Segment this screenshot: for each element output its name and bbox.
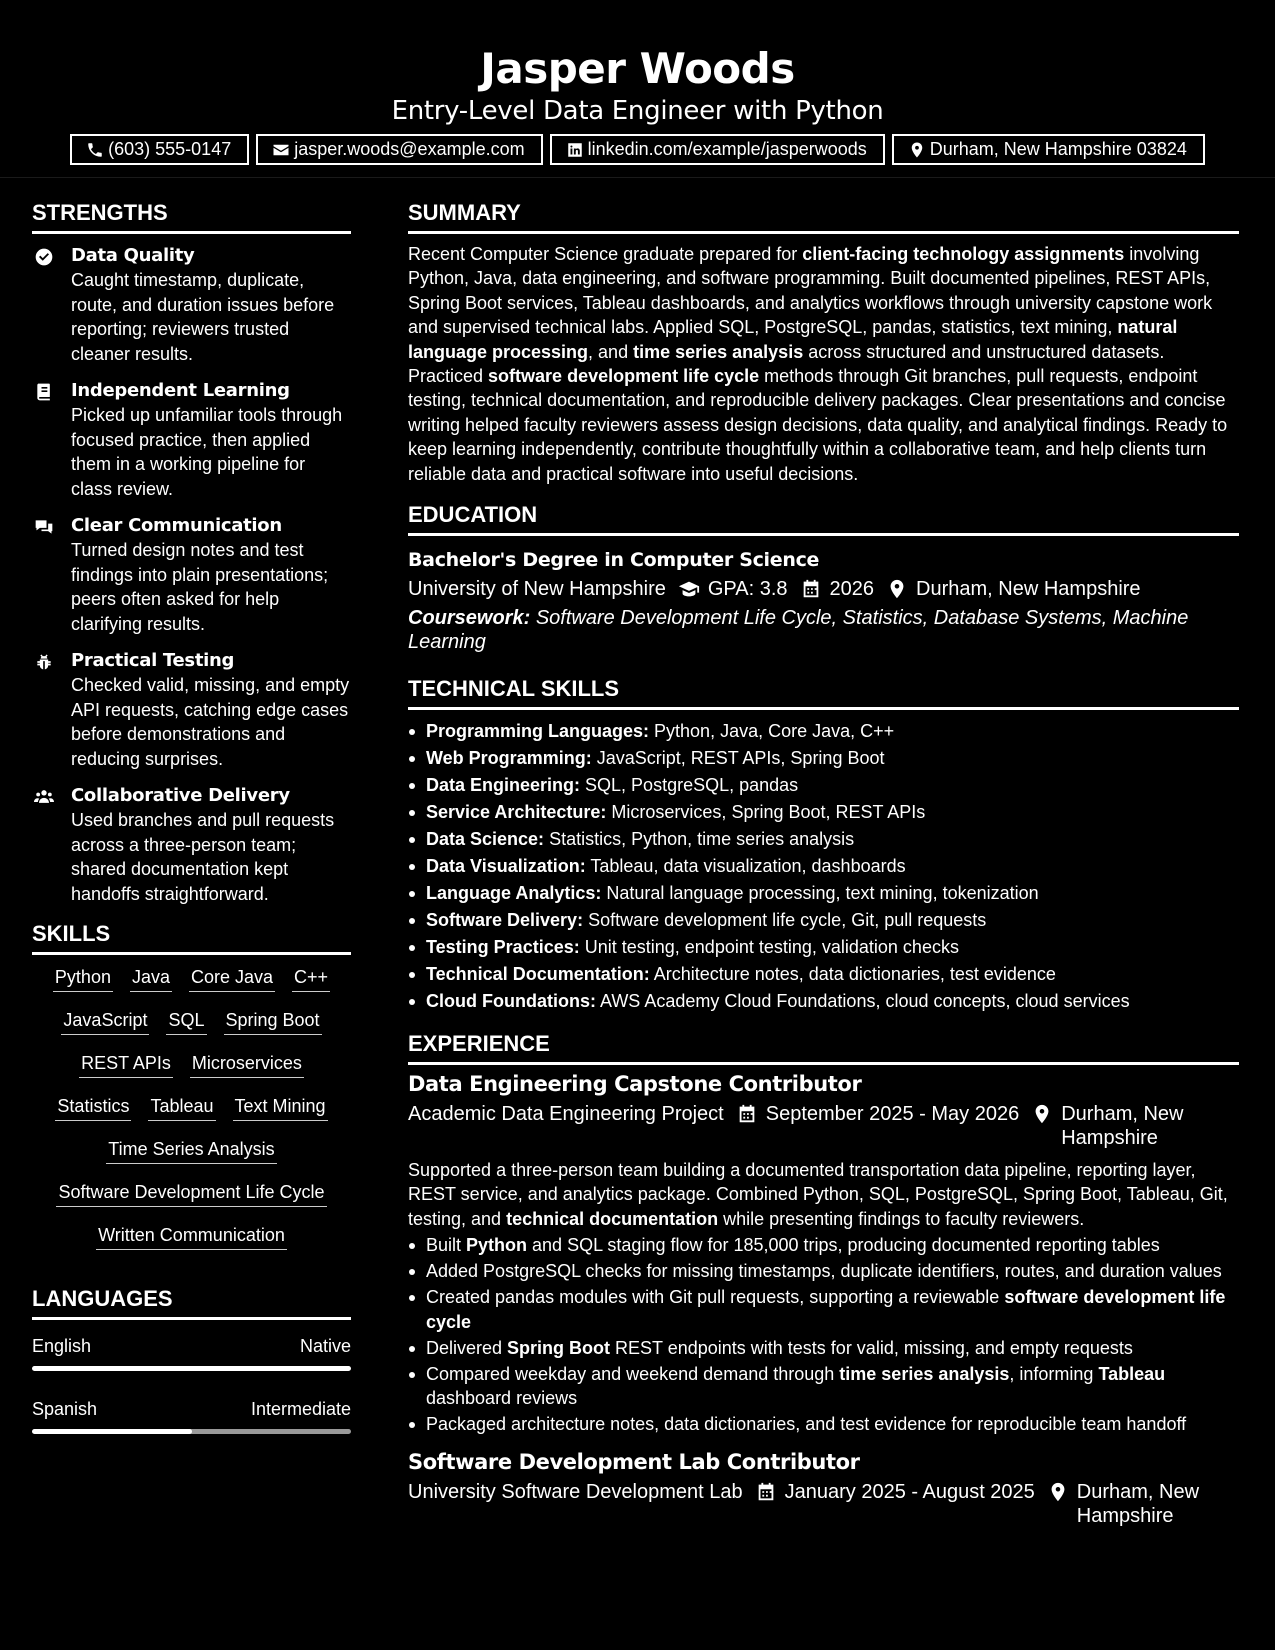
technical-skill-item <box>408 799 1239 826</box>
emphasis-text: technical documentation <box>506 1208 719 1229</box>
job-organization: University Software Development Lab <box>408 1480 743 1503</box>
degree-title: Bachelor's Degree in Computer Science <box>408 549 820 572</box>
coursework-list: Software Development Life Cycle, Statistics, Database Systems, Machine Learning <box>408 607 1189 654</box>
job-bullet <box>408 1285 1239 1334</box>
languages-list <box>32 1334 351 1434</box>
text-run: Delivered <box>426 1337 508 1358</box>
strength-item <box>32 244 351 366</box>
skill-tag-row <box>32 1094 351 1121</box>
proficiency-bar <box>32 1429 351 1434</box>
strength-description: Used branches and pull requests across a three-person team; shared documentation kept handoffs straightforward. <box>71 810 335 904</box>
skill-tag: Microservices <box>190 1051 304 1078</box>
job-bullet <box>408 1336 1239 1361</box>
school-location: Durham, New Hampshire <box>916 578 1141 601</box>
contact-phone-text: (603) 555-0147 <box>108 139 232 159</box>
skill-tag: Spring Boot <box>224 1008 322 1035</box>
graduation-cap-icon <box>678 578 700 600</box>
skill-tag: SQL <box>166 1008 206 1035</box>
technical-skill-item <box>408 745 1239 772</box>
skill-tag: REST APIs <box>79 1051 173 1078</box>
language-level: Intermediate <box>250 1399 351 1419</box>
job-meta <box>408 1099 1239 1150</box>
check-circle-icon <box>33 247 55 267</box>
map-pin-icon <box>908 141 926 159</box>
emphasis-text: software development life cycle <box>426 1287 1226 1332</box>
technical-skills-heading: TECHNICAL SKILLS <box>408 674 1239 710</box>
resume-header <box>0 0 1275 178</box>
strength-item <box>32 379 351 501</box>
strength-item <box>32 514 351 636</box>
text-run: Built <box>426 1235 467 1256</box>
emphasis-text: Tableau <box>1098 1363 1166 1384</box>
strengths-heading: STRENGTHS <box>32 198 351 234</box>
skill-category: Cloud Foundations: <box>426 991 596 1012</box>
summary-text <box>408 242 1239 486</box>
job-bullet <box>408 1259 1239 1284</box>
strength-title: Practical Testing <box>71 650 235 671</box>
technical-skill-item <box>408 934 1239 961</box>
contact-location <box>892 134 1205 165</box>
text-run: across structured and unstructured datasets. Practiced <box>408 341 1165 387</box>
skill-values: Microservices, Spring Boot, REST APIs <box>606 802 926 823</box>
candidate-name: Jasper Woods <box>480 44 795 93</box>
language-item <box>32 1397 351 1434</box>
language-row <box>32 1397 351 1421</box>
job-organization: Academic Data Engineering Project <box>408 1103 724 1126</box>
text-run: dashboard reviews <box>426 1388 578 1409</box>
calendar-icon <box>736 1103 758 1125</box>
skill-tag-row <box>32 1223 351 1250</box>
text-run: while presenting findings to faculty reviewers. <box>718 1208 1085 1229</box>
emphasis-text: Spring Boot <box>507 1337 611 1358</box>
skill-tag: Tableau <box>148 1094 215 1121</box>
technical-skill-item <box>408 907 1239 934</box>
skill-tag: Java <box>130 965 172 992</box>
coursework-label: Coursework: <box>408 607 531 630</box>
phone-icon <box>86 141 104 159</box>
strengths-list <box>32 244 351 906</box>
technical-skills-list <box>408 718 1239 1015</box>
skill-tag-row <box>32 965 351 992</box>
strength-title: Independent Learning <box>71 380 290 401</box>
skill-tag: Core Java <box>189 965 275 992</box>
book-icon <box>33 382 55 402</box>
coursework <box>408 606 1239 654</box>
technical-skill-item <box>408 772 1239 799</box>
language-name: English <box>32 1336 92 1356</box>
technical-skill-item <box>408 988 1239 1015</box>
graduation-year: 2026 <box>829 578 875 601</box>
job-title: Data Engineering Capstone Contributor <box>408 1072 862 1097</box>
text-run: Added PostgreSQL checks for missing timestamps, duplicate identifiers, routes, and duration values <box>426 1261 1222 1282</box>
technical-skill-item <box>408 961 1239 988</box>
strength-item <box>32 784 351 906</box>
skill-tag: C++ <box>292 965 330 992</box>
text-run: Compared weekday and weekend demand through <box>426 1363 840 1384</box>
skill-category: Testing Practices: <box>426 937 580 958</box>
languages-heading: LANGUAGES <box>32 1284 351 1320</box>
skill-tag-row <box>32 1137 351 1164</box>
skill-tag: Software Development Life Cycle <box>56 1180 326 1207</box>
text-run: involving Python, Java, data engineering, and software programming. Built documented pipelines, REST APIs, Spring Boot services, Tableau dashboards, and analytics workflows through university capstone work and supervised technical labs. Applied SQL, PostgreSQL, pandas, statistics, text mining, <box>408 244 1213 338</box>
skill-category: Language Analytics: <box>426 883 602 904</box>
strength-description: Checked valid, missing, and empty API requests, catching edge cases before demonstrations and reducing surprises. <box>71 675 350 769</box>
contact-email-text: jasper.woods@example.com <box>294 139 525 159</box>
skill-values: Python, Java, Core Java, C++ <box>649 721 895 742</box>
contact-bar <box>0 134 1275 165</box>
right-column <box>408 198 1239 1528</box>
language-name: Spanish <box>32 1399 98 1419</box>
education-meta <box>408 574 1239 604</box>
skill-values: Architecture notes, data dictionaries, test evidence <box>649 964 1056 985</box>
skill-category: Data Science: <box>426 829 545 850</box>
linkedin-icon <box>566 141 584 159</box>
technical-skill-item <box>408 826 1239 853</box>
calendar-icon <box>755 1481 777 1503</box>
job-bullets <box>408 1233 1239 1437</box>
skill-values: Software development life cycle, Git, pull requests <box>583 910 987 931</box>
skill-tag: Python <box>53 965 113 992</box>
skill-tag: Time Series Analysis <box>106 1137 276 1164</box>
skill-tag-row <box>32 1008 351 1035</box>
calendar-icon <box>800 578 822 600</box>
contact-location-text: Durham, New Hampshire 03824 <box>929 139 1187 159</box>
skill-category: Technical Documentation: <box>426 964 650 985</box>
experience-heading: EXPERIENCE <box>408 1029 1239 1065</box>
job-dates: January 2025 - August 2025 <box>784 1480 1035 1503</box>
text-run: , informing <box>1009 1363 1099 1384</box>
emphasis-text: natural language processing <box>408 317 1178 362</box>
emphasis-text: time series analysis <box>633 341 804 362</box>
contact-phone[interactable] <box>70 134 249 165</box>
emphasis-text: software development life cycle <box>488 366 760 387</box>
skill-tag: Statistics <box>55 1094 131 1121</box>
job-title: Software Development Lab Contributor <box>408 1449 860 1474</box>
experience-entry <box>408 1447 1239 1528</box>
summary-heading: SUMMARY <box>408 198 1239 234</box>
skill-values: Tableau, data visualization, dashboards <box>585 856 906 877</box>
strength-title: Clear Communication <box>71 515 282 536</box>
skill-tag-row <box>32 1051 351 1078</box>
proficiency-fill <box>32 1366 351 1371</box>
skill-category: Data Engineering: <box>426 775 581 796</box>
candidate-title: Entry-Level Data Engineer with Python <box>391 96 884 126</box>
map-pin-icon <box>1031 1103 1053 1125</box>
technical-skill-item <box>408 880 1239 907</box>
technical-skill-item <box>408 718 1239 745</box>
map-pin-icon <box>1047 1481 1069 1503</box>
strength-item <box>32 649 351 771</box>
skill-values: AWS Academy Cloud Foundations, cloud concepts, cloud services <box>595 991 1130 1012</box>
school-name: University of New Hampshire <box>408 578 666 601</box>
job-dates: September 2025 - May 2026 <box>765 1103 1020 1126</box>
gpa: GPA: 3.8 <box>707 578 788 601</box>
map-pin-icon <box>886 578 908 600</box>
skill-tag: Written Communication <box>96 1223 287 1250</box>
skill-values: SQL, PostgreSQL, pandas <box>580 775 799 796</box>
strength-title: Collaborative Delivery <box>71 785 290 806</box>
users-icon <box>33 787 55 807</box>
contact-linkedin-text: linkedin.com/example/jasperwoods <box>587 139 867 159</box>
skill-values: Unit testing, endpoint testing, validation checks <box>579 937 959 958</box>
skill-category: Service Architecture: <box>426 802 607 823</box>
skill-tag-row <box>32 1180 351 1207</box>
language-row <box>32 1334 351 1358</box>
technical-skill-item <box>408 853 1239 880</box>
skill-values: Statistics, Python, time series analysis <box>544 829 855 850</box>
job-bullet <box>408 1362 1239 1411</box>
proficiency-fill <box>32 1429 192 1434</box>
text-run: Packaged architecture notes, data dictionaries, and test evidence for reproducible team handoff <box>426 1414 1187 1435</box>
skill-values: JavaScript, REST APIs, Spring Boot <box>591 748 885 769</box>
skill-category: Web Programming: <box>426 748 592 769</box>
job-meta <box>408 1477 1239 1528</box>
job-bullet <box>408 1233 1239 1258</box>
bug-icon <box>33 652 55 672</box>
contact-linkedin[interactable] <box>550 134 885 165</box>
strength-title: Data Quality <box>71 245 195 266</box>
emphasis-text: Python <box>466 1235 528 1256</box>
text-run: Supported a three-person team building a documented transportation data pipeline, reporting layer, REST service, and analytics package. Combined Python, SQL, PostgreSQL, Spring Boot, Tableau, Git, testing, and <box>408 1160 1228 1229</box>
text-run: and SQL staging flow for 185,000 trips, producing documented reporting tables <box>527 1235 1160 1256</box>
text-run: methods through Git branches, pull requests, endpoint testing, technical documentation, and reproducible delivery packages. Clear presentations and concise writing helped faculty reviewers assess design decisions, data quality, and analytical findings. Ready to keep learning independently, contribute thoughtfully within a collaborative team, and help clients turn reliable data and practical software into useful decisions. <box>408 366 1228 484</box>
skill-category: Programming Languages: <box>426 721 650 742</box>
skill-category: Data Visualization: <box>426 856 586 877</box>
skill-category: Software Delivery: <box>426 910 584 931</box>
contact-email[interactable] <box>256 134 542 165</box>
strength-description: Caught timestamp, duplicate, route, and duration issues before reporting; reviewers trusted cleaner results. <box>71 270 335 364</box>
text-run: , and <box>588 341 634 362</box>
emphasis-text: time series analysis <box>839 1363 1010 1384</box>
comments-icon <box>33 517 55 537</box>
language-level: Native <box>299 1336 351 1356</box>
education-heading: EDUCATION <box>408 500 1239 536</box>
job-location: Durham, New Hampshire <box>1076 1480 1200 1527</box>
job-bullet <box>408 1412 1239 1437</box>
text-run: Created pandas modules with Git pull requests, supporting a reviewable <box>426 1287 1005 1308</box>
envelope-icon <box>272 141 290 159</box>
skills-tags <box>32 965 351 1250</box>
emphasis-text: client-facing technology assignments <box>802 244 1125 264</box>
language-item <box>32 1334 351 1371</box>
text-run: REST endpoints with tests for valid, missing, and empty requests <box>610 1337 1133 1358</box>
skill-tag: Text Mining <box>233 1094 328 1121</box>
experience-list <box>408 1069 1239 1528</box>
experience-entry <box>408 1069 1239 1437</box>
skill-tag: JavaScript <box>61 1008 149 1035</box>
skills-heading: SKILLS <box>32 919 351 955</box>
left-column <box>32 198 351 1460</box>
job-summary <box>408 1158 1239 1231</box>
job-location: Durham, New Hampshire <box>1061 1103 1184 1150</box>
text-run: Recent Computer Science graduate prepared for <box>408 244 803 264</box>
proficiency-bar <box>32 1366 351 1371</box>
strength-description: Picked up unfamiliar tools through focused practice, then applied them in a working pipeline for class review. <box>71 405 343 499</box>
strength-description: Turned design notes and test findings into plain presentations; peers often asked for help clarifying results. <box>71 540 329 634</box>
skill-values: Natural language processing, text mining, tokenization <box>601 883 1039 904</box>
